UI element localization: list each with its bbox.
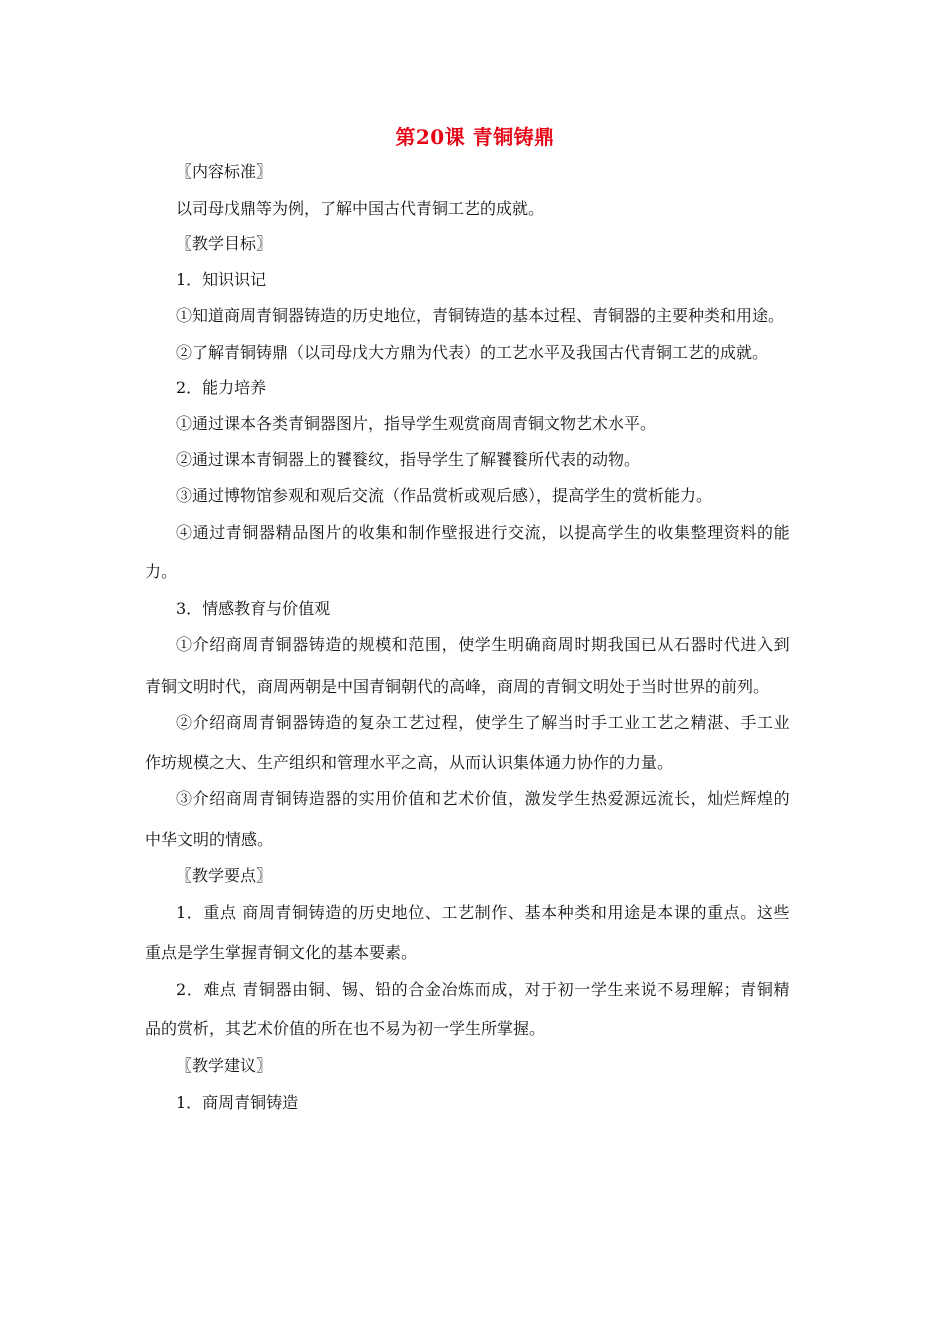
- paragraph-line: 重点是学生掌握青铜文化的基本要素。: [145, 943, 418, 962]
- subheading-values: 3．情感教育与价值观: [176, 599, 331, 618]
- paragraph-line: ④通过青铜器精品图片的收集和制作壁报进行交流，以提高学生的收集整理资料的能: [176, 523, 791, 542]
- section-heading-teaching-points: 〖教学要点〗: [176, 866, 273, 885]
- paragraph-line: 2．难点 青铜器由铜、锡、铅的合金冶炼而成，对于初一学生来说不易理解；青铜精: [176, 980, 791, 999]
- paragraph-line: ①介绍商周青铜器铸造的规模和范围，使学生明确商周时期我国已从石器时代进入到: [176, 635, 791, 654]
- paragraph-line: 作坊规模之大、生产组织和管理水平之高，从而认识集体通力协作的力量。: [145, 753, 674, 772]
- paragraph-line: 品的赏析，其艺术价值的所在也不易为初一学生所掌握。: [145, 1019, 546, 1038]
- paragraph-line: ①知道商周青铜器铸造的历史地位，青铜铸造的基本过程、青铜器的主要种类和用途。: [176, 306, 785, 325]
- subheading-ability: 2．能力培养: [176, 378, 267, 397]
- paragraph-line: 中华文明的情感。: [145, 830, 274, 849]
- section-heading-content-standard: 〖内容标准〗: [176, 162, 273, 181]
- paragraph-line: ②介绍商周青铜器铸造的复杂工艺过程，使学生了解当时手工业工艺之精湛、手工业: [176, 713, 791, 732]
- subheading-bronze-casting: 1．商周青铜铸造: [176, 1093, 299, 1112]
- paragraph-line: 以司母戊鼎等为例，了解中国古代青铜工艺的成就。: [176, 199, 545, 218]
- paragraph-line: 力。: [145, 562, 178, 581]
- paragraph-line: ②了解青铜铸鼎（以司母戊大方鼎为代表）的工艺水平及我国古代青铜工艺的成就。: [176, 343, 769, 362]
- paragraph-line: ①通过课本各类青铜器图片，指导学生观赏商周青铜文物艺术水平。: [176, 414, 657, 433]
- subheading-knowledge: 1．知识识记: [176, 270, 267, 289]
- paragraph-line: 青铜文明时代，商周两朝是中国青铜朝代的高峰，商周的青铜文明处于当时世界的前列。: [145, 677, 770, 696]
- paragraph-line: ②通过课本青铜器上的饕餮纹，指导学生了解饕餮所代表的动物。: [176, 450, 641, 469]
- paragraph-line: ③介绍商周青铜铸造器的实用价值和艺术价值，激发学生热爱源远流长，灿烂辉煌的: [176, 789, 791, 808]
- document-title: 第20课 青铜铸鼎: [395, 125, 555, 149]
- section-heading-teaching-suggestions: 〖教学建议〗: [176, 1056, 273, 1075]
- paragraph-line: 1．重点 商周青铜铸造的历史地位、工艺制作、基本种类和用途是本课的重点。这些: [176, 903, 791, 922]
- paragraph-line: ③通过博物馆参观和观后交流（作品赏析或观后感），提高学生的赏析能力。: [176, 486, 713, 505]
- section-heading-teaching-goals: 〖教学目标〗: [176, 234, 273, 253]
